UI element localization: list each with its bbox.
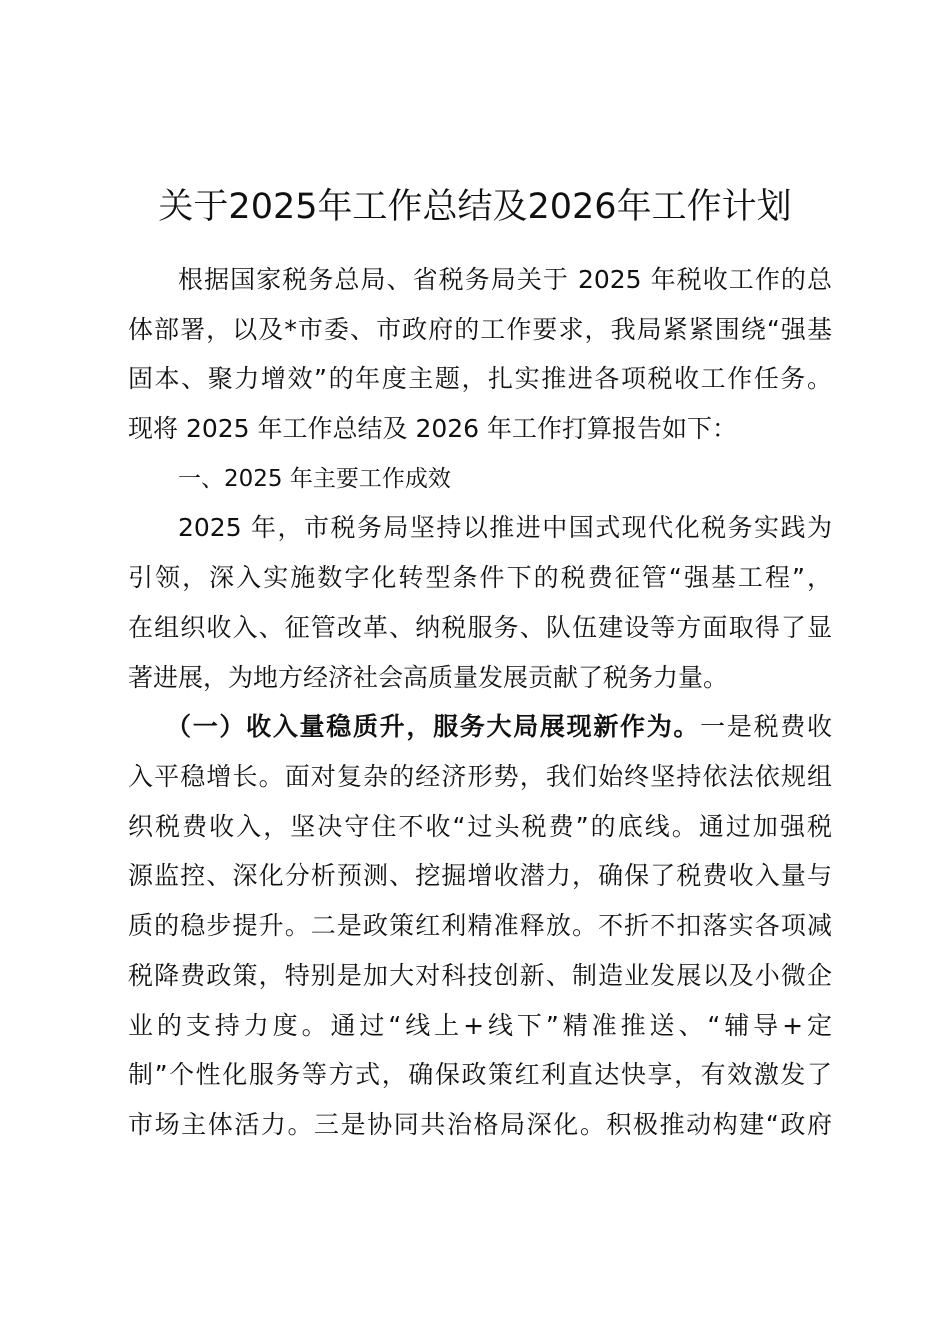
paragraph-line: 市场主体活力。三是协同共治格局深化。积极推动构建“政府 bbox=[128, 1110, 832, 1139]
paragraph-line: 引领，深入实施数字化转型条件下的税费征管“强基工程”， bbox=[128, 563, 832, 592]
paragraph-line: 在组织收入、征管改革、纳税服务、队伍建设等方面取得了显 bbox=[128, 613, 832, 642]
paragraph-line: 源监控、深化分析预测、挖掘增收潜力，确保了税费收入量与 bbox=[128, 861, 832, 890]
section-heading: 一、2025 年主要工作成效 bbox=[178, 466, 451, 492]
paragraph-line: 体部署，以及*市委、市政府的工作要求，我局紧紧围绕“强基 bbox=[128, 315, 832, 344]
paragraph-line: 固本、聚力增效”的年度主题，扎实推进各项税收工作任务。 bbox=[128, 364, 832, 393]
document-title: 关于2025年工作总结及2026年工作计划 bbox=[158, 187, 792, 227]
paragraph-line: 2025 年，市税务局坚持以推进中国式现代化税务实践为 bbox=[178, 513, 832, 542]
paragraph-line: 质的稳步提升。二是政策红利精准释放。不折不扣落实各项减 bbox=[128, 911, 832, 940]
paragraph-line: 税降费政策，特别是加大对科技创新、制造业发展以及小微企 bbox=[128, 961, 832, 990]
paragraph-line: 著进展，为地方经济社会高质量发展贡献了税务力量。 bbox=[128, 663, 729, 692]
paragraph-line-with-subheading bbox=[166, 702, 832, 752]
paragraph-line: 业的支持力度。通过“线上+线下”精准推送、“辅导+定 bbox=[128, 1011, 832, 1040]
subheading: （一）收入量稳质升，服务大局展现新作为。 bbox=[166, 712, 701, 741]
paragraph-text: 一是税费收 bbox=[700, 712, 832, 741]
paragraph-line: 制”个性化服务等方式，确保政策红利直达快享，有效激发了 bbox=[128, 1060, 832, 1089]
paragraph-line: 根据国家税务总局、省税务局关于 2025 年税收工作的总 bbox=[178, 265, 832, 294]
paragraph-line: 织税费收入，坚决守住不收“过头税费”的底线。通过加强税 bbox=[128, 812, 832, 841]
paragraph-line: 入平稳增长。面对复杂的经济形势，我们始终坚持依法依规组 bbox=[128, 762, 832, 791]
paragraph-line: 现将 2025 年工作总结及 2026 年工作打算报告如下： bbox=[128, 414, 738, 443]
